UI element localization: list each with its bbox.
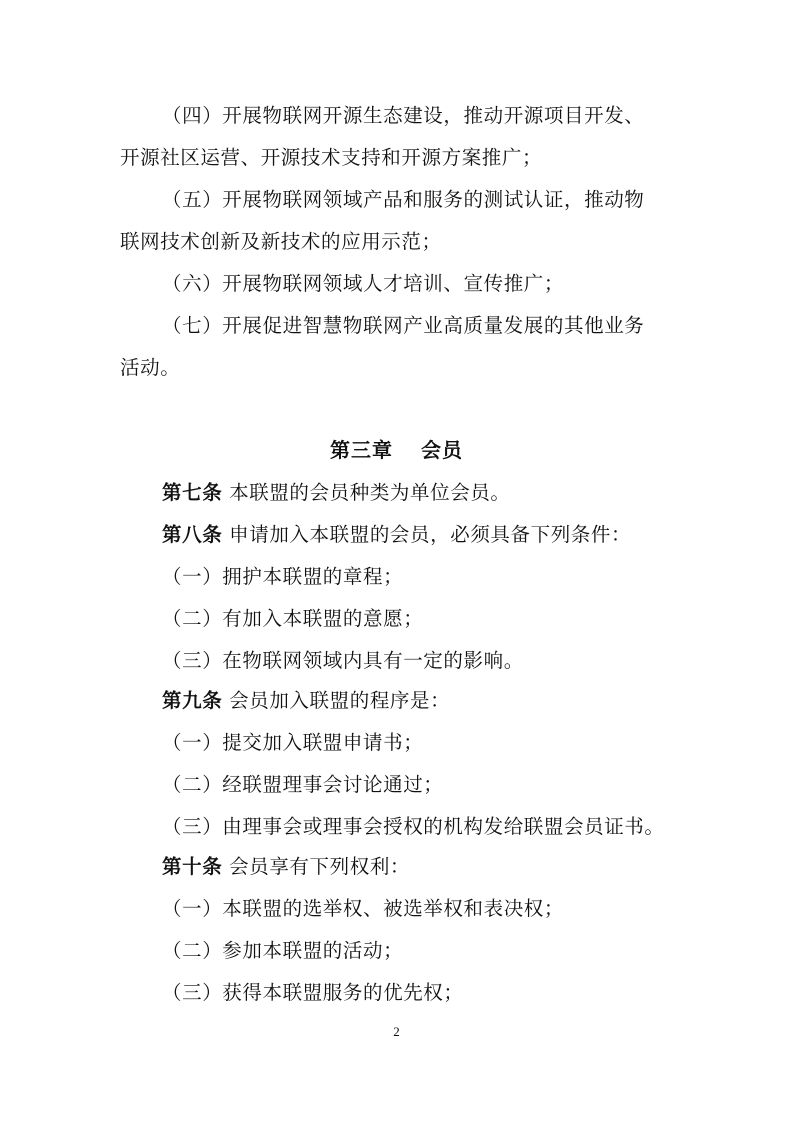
article-9-item-3: （三）由理事会或理事会授权的机构发给联盟会员证书。 bbox=[162, 815, 665, 838]
page-number: 2 bbox=[393, 1024, 400, 1039]
article-8-text: 申请加入本联盟的会员，必须具备下列条件： bbox=[229, 523, 632, 546]
article-8-item-2: （二）有加入本联盟的意愿； bbox=[162, 607, 424, 630]
article-8-item-3: （三）在物联网领域内具有一定的影响。 bbox=[162, 649, 524, 672]
section-four-line2: 开源社区运营、开源技术支持和开源方案推广； bbox=[120, 146, 543, 169]
article-9-label: 第九条 bbox=[162, 689, 223, 712]
chapter-number: 第三章 bbox=[330, 438, 393, 462]
article-9-item-2: （二）经联盟理事会讨论通过； bbox=[162, 773, 444, 796]
article-10-item-2: （二）参加本联盟的活动； bbox=[162, 939, 404, 962]
article-7 bbox=[162, 481, 511, 505]
article-10-item-3: （三）获得本联盟服务的优先权； bbox=[162, 981, 464, 1004]
article-7-text: 本联盟的会员种类为单位会员。 bbox=[229, 481, 511, 504]
chapter-title: 会员 bbox=[421, 438, 463, 462]
section-six-line1: （六）开展物联网领域人才培训、宣传推广； bbox=[162, 272, 565, 295]
article-7-label: 第七条 bbox=[162, 481, 223, 504]
section-four-line1: （四）开展物联网开源生态建设，推动开源项目开发、 bbox=[162, 104, 645, 127]
section-five-line1: （五）开展物联网领域产品和服务的测试认证，推动物 bbox=[162, 188, 645, 211]
article-8-item-1: （一）拥护本联盟的章程； bbox=[162, 565, 404, 588]
section-seven-line1: （七）开展促进智慧物联网产业高质量发展的其他业务 bbox=[162, 314, 645, 337]
article-8-label: 第八条 bbox=[162, 523, 223, 546]
article-10-text: 会员享有下列权利： bbox=[229, 855, 411, 878]
article-9-item-1: （一）提交加入联盟申请书； bbox=[162, 731, 424, 754]
section-seven-line2: 活动。 bbox=[120, 356, 181, 379]
article-9 bbox=[162, 689, 450, 713]
chapter-heading bbox=[0, 438, 793, 462]
article-10-label: 第十条 bbox=[162, 855, 223, 878]
section-five-line2: 联网技术创新及新技术的应用示范； bbox=[120, 230, 442, 253]
article-10 bbox=[162, 855, 410, 879]
article-9-text: 会员加入联盟的程序是： bbox=[229, 689, 451, 712]
article-8 bbox=[162, 523, 631, 547]
article-10-item-1: （一）本联盟的选举权、被选举权和表决权； bbox=[162, 897, 565, 920]
